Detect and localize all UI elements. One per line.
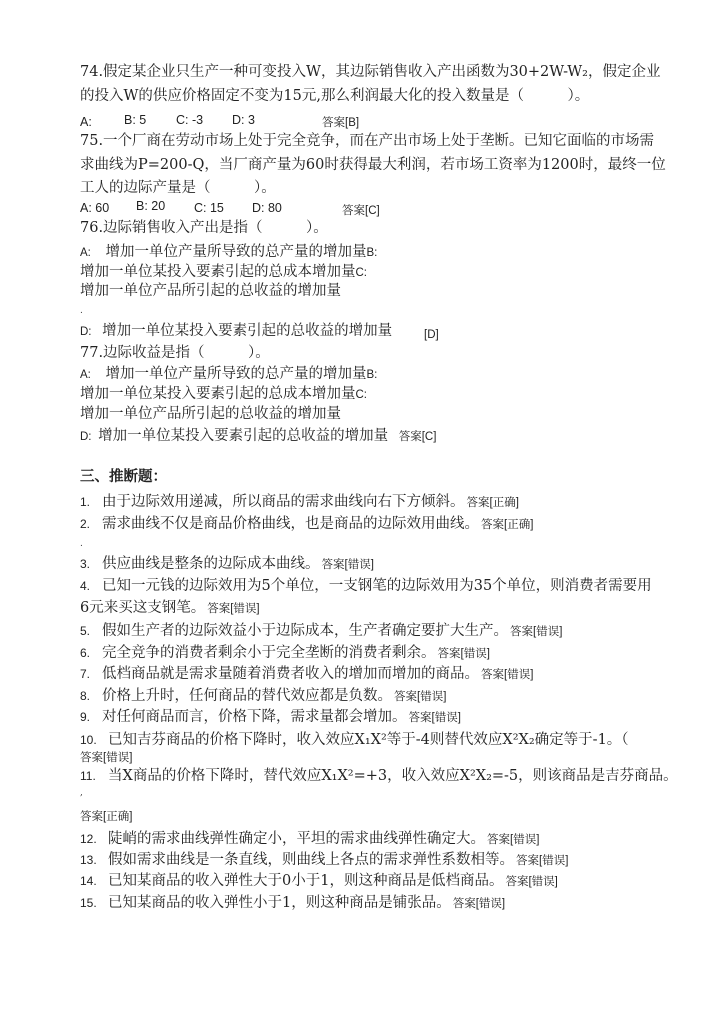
q76-option-d bbox=[80, 321, 392, 342]
q77-option-b-label: B: bbox=[366, 369, 378, 381]
judgement-item bbox=[80, 766, 678, 786]
q74-option-c: C: -3 bbox=[176, 113, 204, 127]
judgement-item-text: 供应曲线是整条的边际成本曲线。 bbox=[102, 556, 320, 572]
judgement-item-text: 价格上升时，任何商品的替代效应都是负数。 bbox=[102, 688, 392, 704]
q76-option-b-text bbox=[80, 262, 367, 283]
judgement-item-answer: 答案[正确] bbox=[466, 497, 519, 509]
judgement-item-number: 12. bbox=[80, 832, 97, 846]
q77-option-c-label: C: bbox=[355, 389, 367, 401]
judgement-item-text-2: 6元来买这支钢笔。 bbox=[80, 600, 206, 616]
q76-option-a-text: 增加一单位产量所导致的总产量的增加量 bbox=[105, 244, 367, 260]
q77-option-a bbox=[80, 364, 377, 385]
judgement-item-number: 10. bbox=[80, 733, 97, 747]
judgement-item-answer: 答案[错误] bbox=[321, 559, 374, 571]
judgement-item-number: 4. bbox=[80, 579, 91, 593]
judgement-item bbox=[80, 829, 539, 850]
judgement-item-number: 5. bbox=[80, 624, 91, 638]
q75-option-a: A: 60 bbox=[80, 201, 110, 215]
judgement-item-continuation bbox=[80, 598, 260, 619]
q76-answer: [D] bbox=[424, 329, 439, 341]
judgement-item-answer: 答案[错误] bbox=[394, 691, 447, 703]
judgement-item-answer: 答案[正确] bbox=[80, 811, 133, 823]
q74-line1: 74.假定某企业只生产一种可变投入W，其边际销售收入产出函数为30+2W-W₂，假定企业 bbox=[80, 64, 661, 80]
q77-option-c-text: 增加一单位产品所引起的总收益的增加量 bbox=[80, 406, 341, 422]
q76-option-a-label: A: bbox=[80, 247, 91, 259]
judgement-item-text: 已知某商品的收入弹性大于0小于1，则这种商品是低档商品。 bbox=[108, 873, 504, 889]
judgement-item-number: 11. bbox=[80, 769, 96, 783]
judgement-item-answer: 答案[错误] bbox=[487, 834, 540, 846]
judgement-item-answer: 答案[错误] bbox=[505, 876, 558, 888]
q76-option-d-label: D: bbox=[80, 326, 92, 338]
q77-option-a-label: A: bbox=[80, 369, 91, 381]
q75-option-d: D: 80 bbox=[252, 201, 282, 215]
stray-dot: . bbox=[80, 306, 83, 316]
judgement-item bbox=[80, 643, 490, 664]
judgement-item-answer: 答案[错误] bbox=[516, 855, 569, 867]
judgement-item bbox=[80, 707, 461, 728]
q74-answer: 答案[B] bbox=[322, 117, 360, 129]
q75-line3: 工人的边际产量是（ ）。 bbox=[80, 180, 276, 196]
judgement-item-number: 3. bbox=[80, 557, 91, 571]
q76-option-b-body: 增加一单位某投入要素引起的总成本增加量 bbox=[80, 264, 356, 280]
stray-dot: . bbox=[80, 539, 83, 549]
q77-answer: 答案[C] bbox=[398, 431, 437, 443]
judgement-item-text: 假如生产者的边际效益小于边际成本，生产者确定要扩大生产。 bbox=[102, 623, 508, 639]
stray-comma: , bbox=[80, 788, 83, 798]
q77-option-d bbox=[80, 426, 436, 447]
q77-option-d-label: D: bbox=[80, 431, 92, 443]
section3-title: 三、推断题： bbox=[80, 468, 167, 485]
judgement-item bbox=[80, 576, 652, 596]
q75-line2: 求曲线为P=200-Q，当厂商产量为60时获得最大利润，若市场工资率为1200时，最终一位 bbox=[80, 157, 666, 173]
judgement-item bbox=[80, 850, 568, 871]
judgement-item-number: 7. bbox=[80, 667, 91, 681]
q76-stem: 76.边际销售收入产出是指（ ）。 bbox=[80, 220, 328, 236]
judgement-item-text: 已知某商品的收入弹性小于1，则这种商品是铺张品。 bbox=[108, 895, 451, 911]
judgement-item-text: 完全竞争的消费者剩余小于完全垄断的消费者剩余。 bbox=[102, 645, 436, 661]
judgement-item-number: 1. bbox=[80, 495, 91, 509]
judgement-item-number: 14. bbox=[80, 874, 97, 888]
judgement-item-answer: 答案[错误] bbox=[481, 669, 534, 681]
judgement-item-answer: 答案[正确] bbox=[481, 519, 534, 531]
q74-option-a: A: bbox=[80, 115, 92, 129]
judgement-item-number: 13. bbox=[80, 853, 97, 867]
q76-option-d-text: 增加一单位某投入要素引起的总收益的增加量 bbox=[102, 323, 393, 339]
q77-option-b-body: 增加一单位某投入要素引起的总成本增加量 bbox=[80, 386, 356, 402]
q74-option-b: B: 5 bbox=[124, 113, 147, 127]
q76-option-c-text: 增加一单位产品所引起的总收益的增加量 bbox=[80, 283, 341, 299]
judgement-item-text: 已知一元钱的边际效用为5个单位，一支钢笔的边际效用为35个单位，则消费者需要用 bbox=[102, 578, 652, 594]
judgement-item-answer: 答案[错误] bbox=[408, 712, 461, 724]
judgement-item-number: 2. bbox=[80, 517, 91, 531]
judgement-item bbox=[80, 492, 519, 513]
q76-option-c-label: C: bbox=[355, 267, 367, 279]
q75-option-b: B: 20 bbox=[136, 199, 166, 213]
q77-option-a-text: 增加一单位产量所导致的总产量的增加量 bbox=[105, 366, 367, 382]
q75-option-c: C: 15 bbox=[194, 201, 224, 215]
judgement-item bbox=[80, 893, 505, 914]
judgement-item-answer: 答案[错误] bbox=[207, 603, 260, 615]
q77-option-d-text: 增加一单位某投入要素引起的总收益的增加量 bbox=[98, 428, 389, 444]
judgement-item-text: 当X商品的价格下降时，替代效应X₁X²=+3，收入效应X²X₂=-5，则该商品是吉芬商品。 bbox=[108, 768, 678, 784]
judgement-item-answer: 答案[错误] bbox=[437, 648, 490, 660]
judgement-item-number: 9. bbox=[80, 710, 91, 724]
q75-answer: 答案[C] bbox=[342, 205, 380, 217]
judgement-item-text: 已知吉芬商品的价格下降时，收入效应X₁X²等于-4则替代效应X²X₂确定等于-1。（ bbox=[108, 732, 629, 748]
judgement-item-answer: 答案[错误] bbox=[80, 752, 133, 764]
judgement-item-answer: 答案[错误] bbox=[510, 626, 563, 638]
judgement-item bbox=[80, 686, 446, 707]
judgement-item bbox=[80, 871, 558, 892]
judgement-item bbox=[80, 664, 533, 685]
q75-line1: 75.一个厂商在劳动市场上处于完全竞争，而在产出市场上处于垄断。已知它面临的市场需 bbox=[80, 133, 655, 149]
judgement-item-number: 6. bbox=[80, 646, 91, 660]
judgement-item-text: 低档商品就是需求量随着消费者收入的增加而增加的商品。 bbox=[102, 666, 479, 682]
judgement-item bbox=[80, 554, 374, 575]
judgement-item bbox=[80, 621, 562, 642]
judgement-item-text: 陡峭的需求曲线弹性确定小，平坦的需求曲线弹性确定大。 bbox=[108, 831, 485, 847]
q76-option-b-label: B: bbox=[366, 247, 378, 259]
judgement-item-text: 由于边际效用递减，所以商品的需求曲线向右下方倾斜。 bbox=[102, 494, 465, 510]
q74-option-d: D: 3 bbox=[232, 113, 255, 127]
judgement-item-text: 对任何商品而言，价格下降，需求量都会增加。 bbox=[102, 709, 407, 725]
q76-option-a bbox=[80, 242, 377, 263]
judgement-item-number: 15. bbox=[80, 896, 97, 910]
judgement-item bbox=[80, 730, 629, 750]
q77-option-b-text bbox=[80, 384, 367, 405]
judgement-item-text: 假如需求曲线是一条直线，则曲线上各点的需求弹性系数相等。 bbox=[108, 852, 514, 868]
q74-line2: 的投入W的供应价格固定不变为15元,那么利润最大化的投入数量是（ ）。 bbox=[80, 88, 590, 104]
judgement-item-number: 8. bbox=[80, 689, 91, 703]
judgement-item-text: 需求曲线不仅是商品价格曲线，也是商品的边际效用曲线。 bbox=[102, 516, 479, 532]
q77-stem: 77.边际收益是指（ ）。 bbox=[80, 345, 270, 361]
judgement-item-answer: 答案[错误] bbox=[452, 898, 506, 910]
judgement-item bbox=[80, 514, 533, 535]
